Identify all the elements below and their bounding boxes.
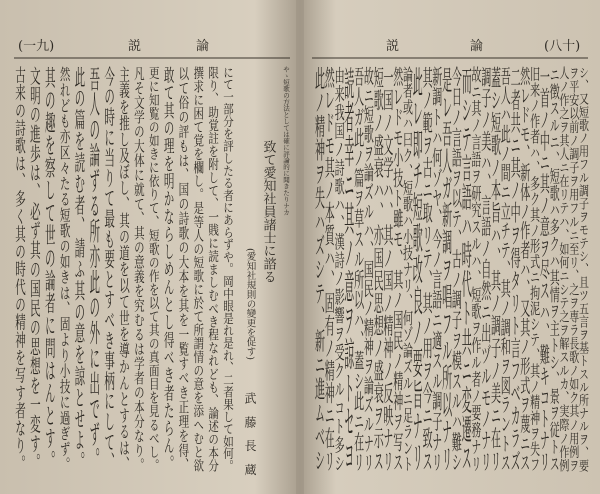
- right-body-column: 新調トハ何ゾヤ、今ノ言語ニ適スル調子ナリ: [429, 66, 441, 266]
- right-body-column: ニ徴スルニ、短歌ハ多クハ其情ヲ主トシ、景ヲ従トス: [547, 66, 559, 306]
- left-body-column: 敢て其の理を明かならしめんとし得べき者たらん。: [162, 66, 175, 308]
- right-page-number: (八十): [544, 39, 581, 54]
- right-body-column: 然レドモ小技ト雖モ、其ノ国民ノ精神ヲ写ス: [390, 66, 402, 266]
- right-body-column: 而シテ言語ハ時代ト共ニ変遷ス: [459, 66, 471, 206]
- right-body-column: 論者或ハ曰ク、短歌ハ小技ナリ、何ゾ論ズルニ足ラント: [400, 66, 412, 316]
- left-body-column: にて一部分を評したる者にあらずや。岡中眼是れ是れ、二者果して如何。: [222, 66, 234, 413]
- right-body-column: 其ノ範ヲ古ニ取リテ、其ノ用ヲ今ニ致ス: [420, 66, 432, 246]
- right-body-column: 然レドモ、新体ノ作者ハ、又其ノ形式ヲ蔑ニス: [517, 66, 529, 276]
- right-body-column: 由来我国ノ詩歌ハ、漢詩ノ影響ヲ受クルコト多シ: [332, 66, 344, 286]
- right-body-column: 読者幸ニ其ノ意ヲ諒トセヨ: [341, 66, 353, 186]
- right-body-column: 吾人ガ此ノ篇ヲ草スル所以ハ、蓋シ此ニ在リ: [351, 66, 363, 266]
- right-body-column: 短歌ノ盛衰ハ、亦国民思想ノ盛衰ヲ示ス: [371, 66, 383, 246]
- left-body-column: 吾人の論ずる所亦此の外に出でず。: [88, 66, 101, 234]
- right-body-column: 二者共ニ其ノ中ヲ得タリト言フベカラズ: [508, 66, 520, 246]
- right-body-column: 是レ吾人ガ新調ヲ唱フル所以ナリ: [439, 66, 451, 216]
- left-body-column: 古来の詩歌は、多く其の時代の精神を写す者なり。: [14, 66, 26, 308]
- left-page-number: (一九): [18, 39, 55, 54]
- right-body-column: 此レ即チ短歌改良ノ要旨ナリ: [410, 66, 422, 196]
- right-body-column: 故ニ短歌ヲ論ズルハ、国民ノ精神ヲ論ズルナリ: [361, 66, 373, 276]
- left-body-column: 限り、助覚註を附して、一賎に読ましむべき程なれども、論述の本分: [207, 66, 220, 392]
- left-body-column: 此の篇を読む者、請ふ其の意を諒とせよ。: [73, 66, 86, 266]
- right-body-column: 此ノ精神ヲ失ハズシテ、新ニ進ムベシ: [312, 66, 324, 236]
- left-body-column: 然れども亦区々たる短歌の如きは、固より小技に過ぎず。: [58, 66, 71, 339]
- right-body-column: 一首ノ中ニ其ノ意ヲ尽スハ、難キコトナリ: [537, 66, 549, 256]
- right-body-text: [313, 62, 589, 473]
- right-body-column: シ、又短歌ノ用フル調子ヲモテシ、且ツ五言ヲ基トスル所ナルヲ、要: [576, 66, 588, 376]
- left-body-column: 撰求に困て覚を欄し。是等人の短歌に於て所謂情の意を添へむと欲: [192, 66, 205, 381]
- article-subtitle: (愛知社規則の變更を促す): [244, 248, 256, 360]
- right-body-column: 今日ノ言語ヲ以テ、古ノ調子ヲ模スルハ難シ: [449, 66, 461, 266]
- article-top-note: やゝ短歌の方法としては確に評論的に聞きたりナカ: [282, 66, 290, 216]
- right-section-char-1: 論: [470, 39, 484, 54]
- right-body-column: 旧来ノ作者ハ、多ク其ノ形式ニ拘泥シテ、其ノ精神ヲ失フ: [527, 66, 539, 326]
- left-body-column: 更に知覧の如きに依りて、短歌の作を以て其の真面目を見るべし。: [147, 66, 160, 381]
- left-section-char-1: 論: [196, 39, 210, 54]
- left-body-column: 主義を推し及ぼし、其の道を以て世を導かんとするは、: [118, 66, 130, 329]
- left-section-char-2: 説: [128, 39, 142, 54]
- right-body-column: 故ニ其ノ言語ヲ研究スルハ、短歌ヲ作ル者ノ要務ナリ: [468, 66, 480, 306]
- left-body-text: [14, 64, 234, 473]
- right-body-column: 蓋シ短歌ノ本旨ハ、其ノ調子ノ美ニ在リ: [488, 66, 500, 246]
- gutter: [296, 0, 304, 494]
- left-body-column: 文明の進歩は、必ず其の国民の思想を一変す。: [28, 66, 41, 287]
- right-body-column: ヲ平安以前ノ調子ヲ用フルニ至リ、之ヲ専ラ長歌ノ如ク其ノ用例ヲ: [566, 66, 578, 366]
- left-body-column: 今の時に当りて最も要とすべき事柄にして、: [103, 66, 116, 276]
- right-section-char-2: 説: [386, 39, 400, 54]
- right-body-column: 然レドモ其ノ本質ハ、固有ノ精神ニ在リ: [322, 66, 334, 246]
- left-body-column: 以て俗の評もは、国の詩歌の大本を其を一覧すべき正理を得、: [177, 66, 190, 360]
- right-body-column: 一国ノ文学ハ、其ノ国ノ精神ノ反映ナリ: [380, 66, 392, 246]
- article-title: 致て愛知社員諸士に諮る: [260, 140, 276, 283]
- right-body-column: 調子ノ美ハ、言語ノ自然ニ出ヅルモノナリ: [478, 66, 490, 256]
- left-body-column: 其の趣を察して世の論者に問はんとす。: [43, 66, 56, 255]
- left-body-column: 凡そ文学の大体に就て、其の意義を究むるは学者の本分なり。: [132, 66, 145, 360]
- right-body-column: 人ノ作之ヲ其人ニ在リテハ、如何ニシテ之ヲ解スルカ、実際ノ作例: [556, 66, 568, 366]
- right-body-column: 吾人ハ此ノ間ニ立チテ、其ノ調和ヲ図ラントス: [498, 66, 510, 276]
- article-author: 武 藤 長 蔵: [243, 392, 257, 480]
